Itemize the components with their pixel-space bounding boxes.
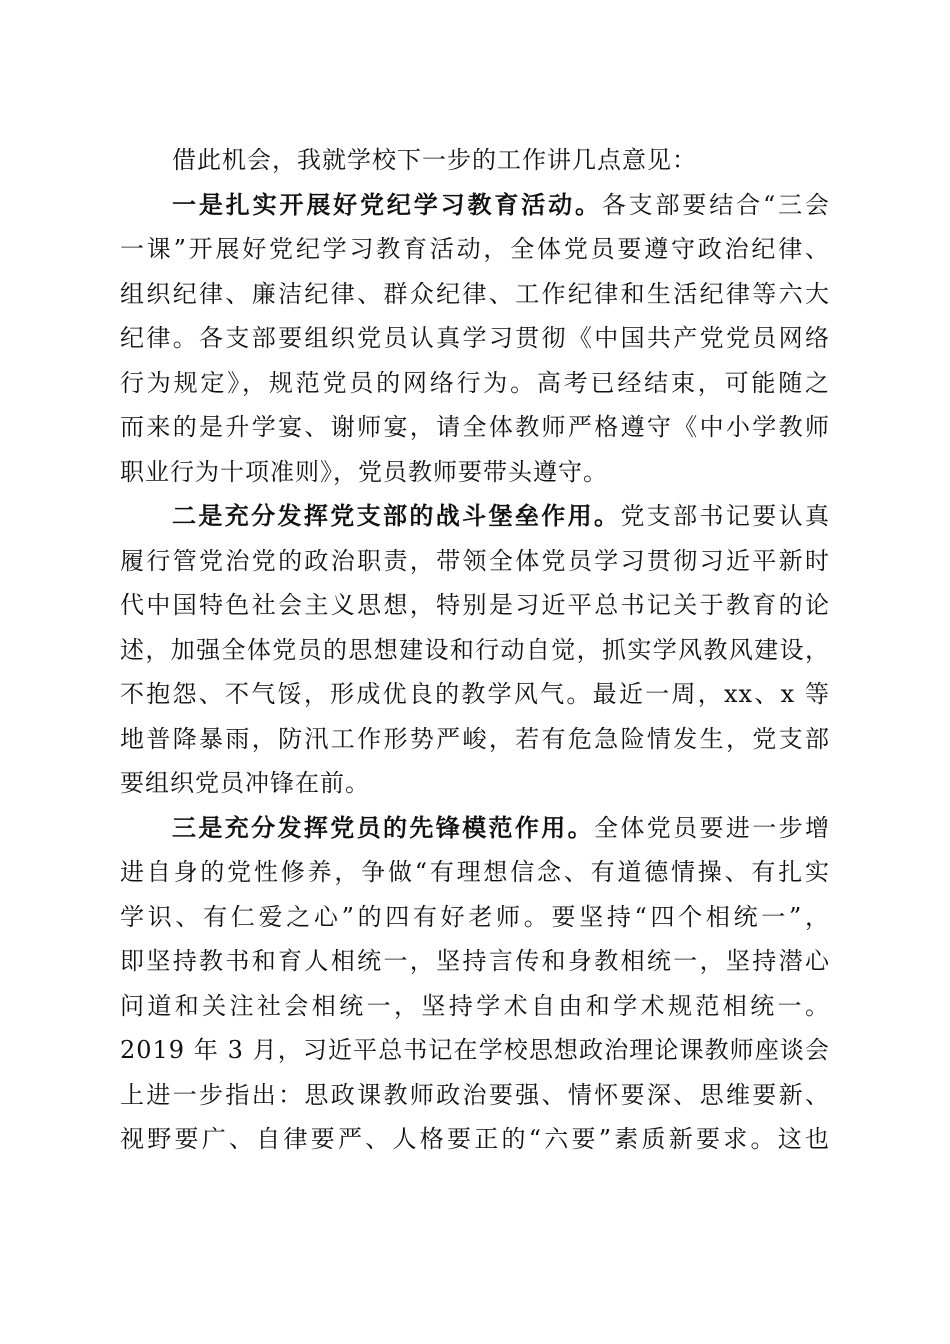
paragraph-2-line-6 [120, 717, 830, 762]
line-text: 党支部书记要认真 [620, 502, 830, 530]
line-text: 2019 年 3 月，习近平总书记在学校思想政治理论课教师座谈会 [120, 1036, 830, 1064]
paragraph-3-line-5 [120, 984, 830, 1029]
line-text: 问道和关注社会相统一，坚持学术自由和学术规范相统一。 [120, 991, 830, 1020]
paragraph-3-heading: 三是充分发挥党员的先锋模范作用。 [172, 812, 594, 842]
paragraph-3-line-1 [120, 806, 830, 851]
paragraph-2-line-1 [120, 494, 830, 539]
paragraph-1-line-2 [120, 227, 830, 272]
line-text: 借此机会，我就学校下一步的工作讲几点意见： [172, 146, 697, 174]
paragraph-3-line-8 [120, 1117, 830, 1162]
paragraph-3-line-7 [120, 1073, 830, 1118]
line-text: 进自身的党性修养，争做“有理想信念、有道德情操、有扎实 [120, 858, 830, 886]
paragraph-1-line-7 [120, 450, 830, 495]
line-text: 一课”开展好党纪学习教育活动，全体党员要遵守政治纪律、 [120, 235, 830, 263]
line-text: 即坚持教书和育人相统一，坚持言传和身教相统一，坚持潜心 [120, 947, 830, 975]
paragraph-1-line-5 [120, 361, 830, 406]
line-text: 全体党员要进一步增 [594, 813, 830, 842]
paragraph-3-line-3 [120, 895, 830, 940]
line-text: 述，加强全体党员的思想建设和行动自觉，抓实学风教风建设， [120, 635, 830, 664]
line-text: 代中国特色社会主义思想，特别是习近平总书记关于教育的论 [120, 591, 830, 619]
line-text: 纪律。各支部要组织党员认真学习贯彻《中国共产党党员网络 [120, 324, 830, 352]
line-text: 职业行为十项准则》，党员教师要带头遵守。 [120, 457, 608, 486]
paragraph-2-line-2 [120, 539, 830, 584]
paragraph-1-line-4 [120, 316, 830, 361]
line-text: 上进一步指出：思政课教师政治要强、情怀要深、思维要新、 [120, 1080, 830, 1109]
paragraph-1-heading: 一是扎实开展好党纪学习教育活动。 [172, 189, 602, 219]
line-text: 行为规定》，规范党员的网络行为。高考已经结束，可能随之 [120, 368, 830, 397]
document-body [120, 138, 830, 1162]
line-text: 学识、有仁爱之心”的四有好老师。要坚持“四个相统一”， [120, 902, 830, 931]
line-text: 地普降暴雨，防汛工作形势严峻，若有危急险情发生，党支部 [120, 724, 830, 753]
line-text: 视野要广、自律要严、人格要正的“六要”素质新要求。这也 [120, 1125, 830, 1153]
line-text: 而来的是升学宴、谢师宴，请全体教师严格遵守《中小学教师 [120, 413, 830, 441]
line-text: 各支部要结合“三会 [601, 190, 830, 219]
line-text: 履行管党治党的政治职责，带领全体党员学习贯彻习近平新时 [120, 546, 830, 575]
paragraph-3-line-2 [120, 850, 830, 895]
paragraph-3-line-4 [120, 939, 830, 984]
paragraph-2-line-4 [120, 628, 830, 673]
paragraph-2-line-3 [120, 583, 830, 628]
paragraph-1-line-1 [120, 183, 830, 228]
paragraph-2-line-7 [120, 761, 830, 806]
paragraph-intro-line-1 [120, 138, 830, 183]
paragraph-1-line-6 [120, 405, 830, 450]
line-text: 不抱怨、不气馁，形成优良的教学风气。最近一周，xx、x 等 [120, 680, 830, 708]
line-text: 要组织党员冲锋在前。 [120, 769, 370, 797]
paragraph-2-heading: 二是充分发挥党支部的战斗堡垒作用。 [172, 501, 621, 530]
paragraph-2-line-5 [120, 672, 830, 717]
line-text: 组织纪律、廉洁纪律、群众纪律、工作纪律和生活纪律等六大 [120, 279, 830, 308]
paragraph-3-line-6 [120, 1028, 830, 1073]
paragraph-1-line-3 [120, 272, 830, 317]
